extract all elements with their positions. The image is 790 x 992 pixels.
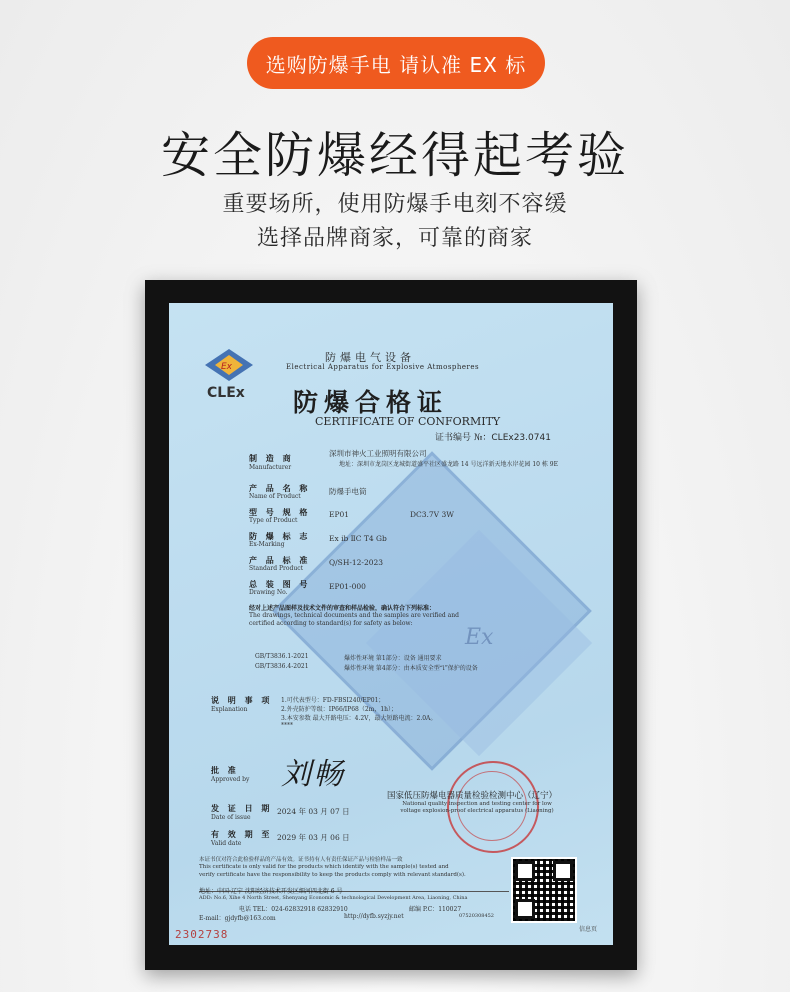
svg-text:Ex: Ex [221, 362, 233, 372]
standard-code-1: GB/T3836.1-2021 [255, 653, 309, 660]
clex-logo-icon [201, 347, 257, 383]
field-label-en-ex-marking: Ex-Marking [249, 541, 285, 548]
explanation-line-3: 3.本安参数 最大开路电压：4.2V，最大短路电流：2.0A。 [281, 715, 437, 722]
standard-code-2: GB/T3836.4-2021 [255, 663, 309, 670]
address-line-en: ADD: No.6, Xihe 4 North Street, Shenyang Economic & technological Development Area, Liaoning, China [199, 895, 468, 901]
field-value-drawing: EP01-000 [329, 582, 366, 591]
header-cn: 防爆电气设备 [325, 351, 415, 364]
field-label-drawing: 总 装 图 号 [249, 579, 311, 589]
explanation-label-en: Explanation [211, 706, 248, 713]
certificate-title: 防爆合格证 [293, 388, 449, 417]
note-cn: 本证书仅对符合此检验样品的产品有效。证书持有人有责任保证产品与检验样品一致 [199, 857, 403, 863]
valid-date-label: 有 效 期 至 [211, 829, 273, 839]
subtitle-line-1: 重要场所，使用防爆手电刻不容缓 [222, 192, 568, 217]
cert-no-value: CLEx23.0741 [491, 433, 551, 443]
qr-code-icon [511, 857, 577, 923]
standard-desc-1: 爆炸性环境 第1部分：设备 通用要求 [344, 655, 442, 662]
field-label-model: 型 号 规 格 [249, 507, 311, 517]
cert-no-label: 证书编号 №： [435, 433, 492, 443]
note-en-2: verify certificate have the responsibility to keep the products comply with relevant standard(s). [199, 872, 466, 878]
signature: 刘畅 [281, 757, 345, 792]
explanation-line-1: 1.可代表型号：FD-FBSⅠ240/EP01； [281, 697, 385, 704]
address-line-cn: 地址：中国·辽宁 沈阳经济技术开发区细河四北街 6 号 [199, 888, 343, 895]
verify-text-en-2: certified according to standard(s) for safety as below: [249, 620, 413, 627]
explanation-line-2: 2.外壳防护等级：IP66/IP68（2m，1h）； [281, 706, 398, 713]
email: E-mail：gjdyfb@163.com [199, 915, 276, 922]
field-value-spec: DC3.7V 3W [410, 510, 454, 519]
manufacturer-address: 地址：深圳市龙岗区龙城街道盛平社区盛龙路 14 号远洋新天地水岸花园 10 栋 9E [339, 461, 559, 468]
field-value-product-name: 防爆手电筒 [329, 487, 367, 496]
field-label-en-standard: Standard Product [249, 565, 303, 572]
headline: 安全防爆经得起考验 [160, 127, 629, 184]
header-en: Electrical Apparatus for Explosive Atmospheres [286, 363, 480, 371]
field-label-en-drawing: Drawing No. [249, 589, 288, 596]
zip: 邮编 P.C：110027 [409, 906, 462, 913]
issuing-org: 国家低压防爆电器质量检验检测中心（辽宁） [387, 791, 558, 801]
explanation-line-4: **** [281, 722, 293, 729]
issue-date-label-en: Date of issue [211, 814, 251, 821]
serial-number: 2302738 [175, 928, 229, 941]
field-value-ex-marking: Ex ib ⅡC T4 Gb [329, 534, 387, 543]
valid-date-label-en: Valid date [211, 840, 242, 847]
watermark-ex-icon: Ex [465, 625, 494, 650]
certificate-title-en: CERTIFICATE OF CONFORMITY [315, 415, 501, 428]
verify-text-en-1: The drawings, technical documents and the samples are verified and [249, 612, 459, 619]
certificate-number [435, 430, 551, 443]
valid-date-value: 2029 年 03 月 06 日 [277, 833, 350, 842]
verify-text-cn: 经对上述产品图样及技术文件的审查和样品检验，确认符合下列标准： [249, 605, 436, 612]
explanation-label: 说 明 事 项 [211, 695, 273, 705]
field-value-standard: Q/SH-12-2023 [329, 558, 384, 567]
subtitle-line-2: 选择品牌商家，可靠的商家 [256, 226, 533, 251]
info-page-label: 信息页 [579, 926, 598, 933]
website: http://dyfb.syzjy.net [344, 913, 404, 920]
field-label-ex-marking: 防 爆 标 志 [249, 531, 311, 541]
note-en-1: This certificate is only valid for the products which identify with the sample(s) tested and [199, 864, 449, 870]
approved-label-en: Approved by [211, 776, 250, 783]
issuing-org-en: National quality inspection and testing center for low voltage explosion-proof electrical apparatus (Liaoning) [400, 801, 554, 814]
field-value-manufacturer: 深圳市神火工业照明有限公司 [329, 449, 427, 458]
logo-text: CLEx [207, 385, 245, 401]
certificate [169, 303, 613, 945]
code-small: 07520308452 [459, 913, 494, 919]
tel: 电话 TEL：024-62832918 62832910 [239, 906, 348, 913]
standard-desc-2: 爆炸性环境 第4部分：由本质安全型“i”保护的设备 [344, 665, 478, 672]
field-label-en-manufacturer: Manufacturer [249, 464, 292, 471]
issue-date-label: 发 证 日 期 [211, 803, 273, 813]
approved-label: 批 准 [211, 765, 239, 775]
promo-pill [247, 37, 545, 89]
field-label-en-model: Type of Product [249, 517, 298, 524]
field-label-en-product-name: Name of Product [249, 493, 301, 500]
field-label-manufacturer: 制 造 商 [249, 453, 294, 463]
field-label-product-name: 产 品 名 称 [249, 483, 311, 493]
issue-date-value: 2024 年 03 月 07 日 [277, 807, 350, 816]
field-value-model: EP01 [329, 510, 350, 519]
field-label-standard: 产 品 标 准 [249, 555, 311, 565]
promo-pill-text: 选购防爆手电 请认准 EX 标 [265, 52, 527, 77]
